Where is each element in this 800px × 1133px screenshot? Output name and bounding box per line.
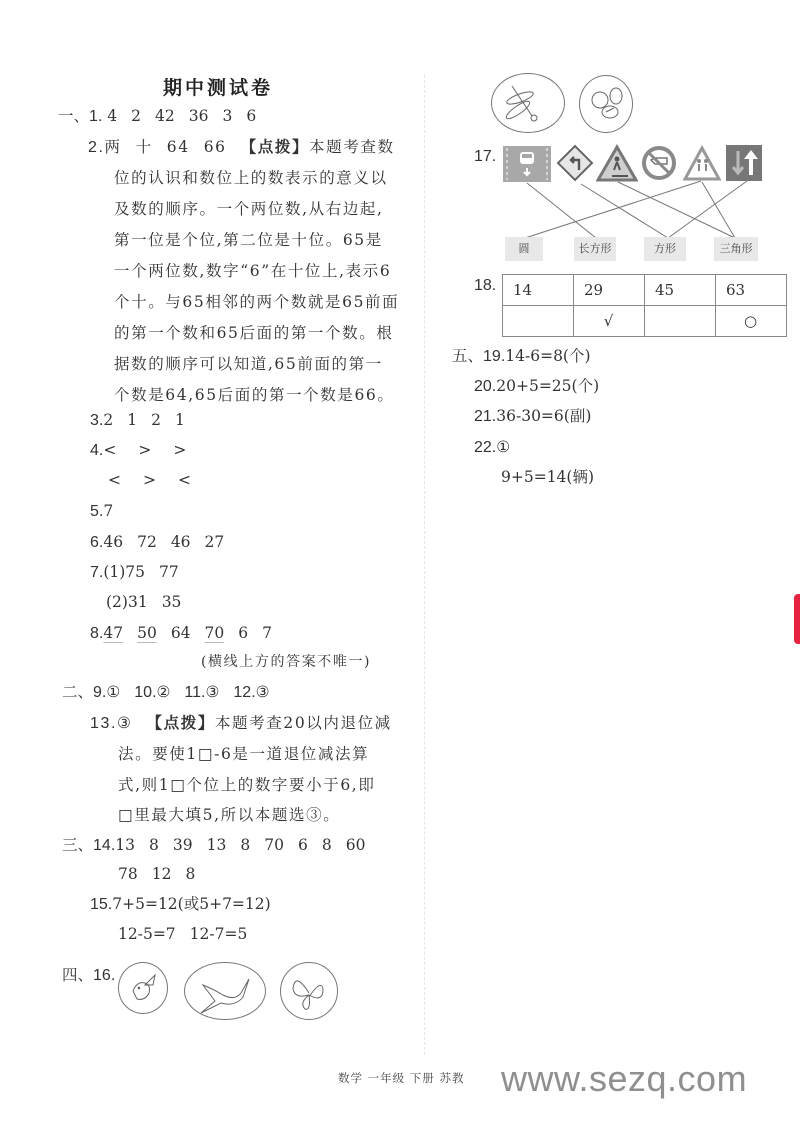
q2-hint-line: 据数的顺序可以知道,65前面的第一 (114, 355, 383, 373)
section-3-label: 三、 (62, 836, 94, 854)
watermark: www.sezq.com (501, 1058, 748, 1099)
table-cell: 63 (716, 275, 787, 306)
q18-table (502, 274, 787, 337)
hint-label: 【点拨】 (240, 138, 310, 156)
q2-line-1: 2.两 十 64 66 【点拨】本题考查数 (88, 138, 395, 156)
q2-hint-line: 的第一个数和65后面的第一个数。根 (114, 324, 394, 342)
q18-label: 18. (474, 277, 497, 294)
q13-hint-line: □里最大填5,所以本题选③。 (118, 806, 341, 824)
q13-hint-line: 式,则1□个位上的数字要小于6,即 (118, 776, 376, 794)
q9-12-line: 二、9.① 10.② 11.③ 12.③ (62, 683, 270, 701)
table-cell (645, 306, 716, 337)
q13-line-1: 13.③ 【点拨】本题考查20以内退位减 (90, 714, 392, 732)
q8-note: (横线上方的答案不唯一) (201, 654, 372, 670)
table-cell (503, 306, 574, 337)
q16-label: 四、16. (62, 966, 116, 984)
q2-hint-line: 位的认识和数位上的数表示的意义以 (114, 169, 388, 187)
butterfly-image (280, 962, 338, 1020)
check-mark: √ (574, 306, 645, 337)
section-4-label: 四、 (62, 966, 94, 984)
q4-line-2: < > < (108, 471, 191, 489)
q14-line-1: 三、14.13 8 39 13 8 70 6 8 60 (62, 836, 366, 854)
q7-line-2: (2)31 35 (106, 593, 182, 611)
section-2-label: 二、 (62, 683, 94, 701)
q17-label: 17. (474, 148, 497, 165)
shape-label-circle: 圆 (505, 237, 543, 261)
q15-line-2: 12-5=7 12-7=5 (118, 925, 248, 943)
q3-line: 3.2 1 2 1 (90, 411, 185, 429)
shape-label-rectangle: 长方形 (574, 237, 616, 261)
hint-label: 【点拨】 (146, 714, 215, 732)
q14-line-2: 78 12 8 (118, 865, 196, 883)
q21-line: 21.36-30=6(副) (474, 407, 592, 425)
q8-line: 8.47 50 64 70 6 7 (90, 624, 273, 642)
circle-mark: ○ (716, 306, 787, 337)
q19-line: 五、19.14-6=8(个) (452, 347, 591, 365)
q4-line-1: 4.< > > (90, 441, 187, 459)
table-row (503, 275, 787, 306)
page-title: 期中测试卷 (163, 77, 274, 99)
q2-hint-line: 第一位是个位,第二位是十位。65是 (114, 231, 383, 249)
table-row (503, 306, 787, 337)
q2-hint-line: 个数是64,65后面的第一个数是66。 (114, 386, 395, 404)
book-info: 数学 一年级 下册 苏教 (338, 1071, 465, 1085)
q5-line: 5.7 (90, 502, 114, 520)
q1-line: 一、1. 4 2 42 36 3 6 (58, 107, 257, 125)
table-cell: 29 (574, 275, 645, 306)
q22-line: 22.① (474, 438, 511, 456)
q13-hint-line: 法。要使1□-6是一道退位减法算 (118, 745, 370, 763)
q6-line: 6.46 72 46 27 (90, 533, 225, 551)
q2-hint-line: 个十。与65相邻的两个数就是65前面 (114, 293, 400, 311)
section-1-label: 一、 (58, 107, 90, 125)
q22-line-2: 9+5=14(辆) (501, 468, 595, 486)
q7-line-1: 7.(1)75 77 (90, 563, 179, 581)
shape-label-triangle: 三角形 (714, 237, 758, 261)
table-cell: 45 (645, 275, 716, 306)
q2-hint-line: 一个两位数,数字“6”在十位上,表示6 (114, 262, 392, 280)
swan-image (184, 962, 266, 1020)
q2-hint-line: 及数的顺序。一个两位数,从右边起, (114, 200, 384, 218)
q20-line: 20.20+5=25(个) (474, 377, 600, 395)
section-5-label: 五、 (452, 347, 484, 365)
bird-image (118, 962, 168, 1014)
table-cell: 14 (503, 275, 574, 306)
chapter-tab-marker (794, 594, 800, 644)
q15-line-1: 15.7+5=12(或5+7=12) (90, 895, 271, 913)
shape-label-square: 方形 (644, 237, 686, 261)
